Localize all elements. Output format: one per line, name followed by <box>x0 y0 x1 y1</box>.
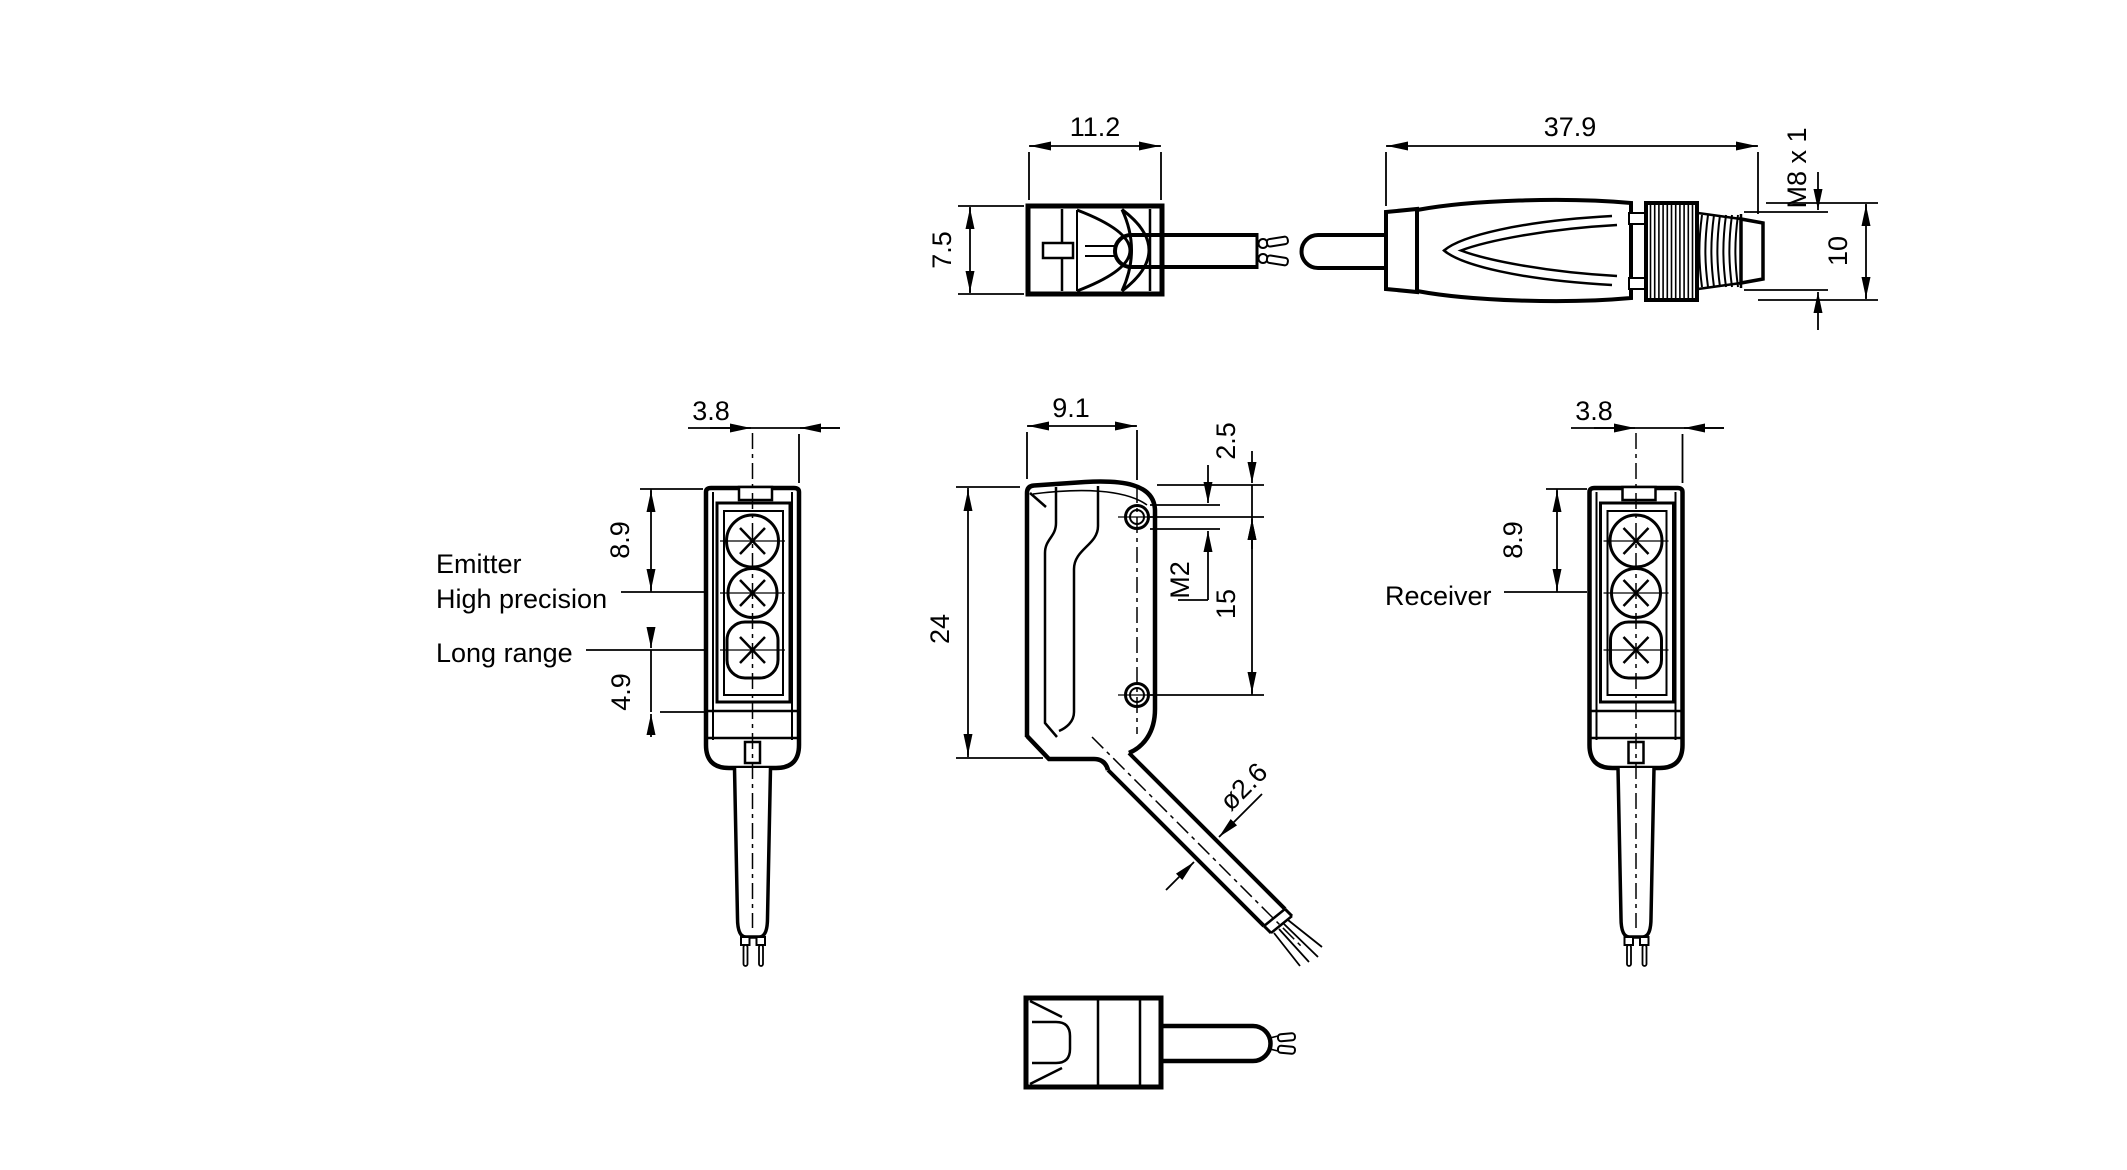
side-view-hole-thread-label: M2 <box>1165 561 1195 599</box>
emitter-lower-dim-label: 4.9 <box>606 673 636 711</box>
wire-pin <box>1278 1046 1296 1054</box>
top-view-width-dim-label: 11.2 <box>1069 112 1121 142</box>
emitter-width-dim-label: 3.8 <box>692 396 730 426</box>
side-view-cable-diameter-dim-label: ø2.6 <box>1213 756 1274 817</box>
receiver-width-dim-label: 3.8 <box>1575 396 1613 426</box>
side-view-height-dim-label: 24 <box>925 613 955 645</box>
receiver-label: Receiver <box>1385 581 1492 611</box>
emitter-label-line2: High precision <box>436 584 608 614</box>
receiver-upper-dim-label: 8.9 <box>1498 521 1528 559</box>
connector-height-dim-label: 10 <box>1823 235 1853 267</box>
emitter-label-line1: Emitter <box>436 549 522 579</box>
emitter-label-line3: Long range <box>436 638 573 668</box>
wire-pin <box>1278 1033 1296 1041</box>
connector-thread-spec-label: M8 x 1 <box>1782 127 1812 209</box>
side-view-hole-pitch-dim-label: 15 <box>1211 588 1241 620</box>
top-view-height-dim-label: 7.5 <box>927 231 957 269</box>
side-view-hole-offset-dim-label: 2.5 <box>1211 422 1241 460</box>
side-view-width-dim-label: 9.1 <box>1052 393 1090 423</box>
connector-length-dim-label: 37.9 <box>1543 112 1597 142</box>
emitter-upper-dim-label: 8.9 <box>605 521 635 559</box>
